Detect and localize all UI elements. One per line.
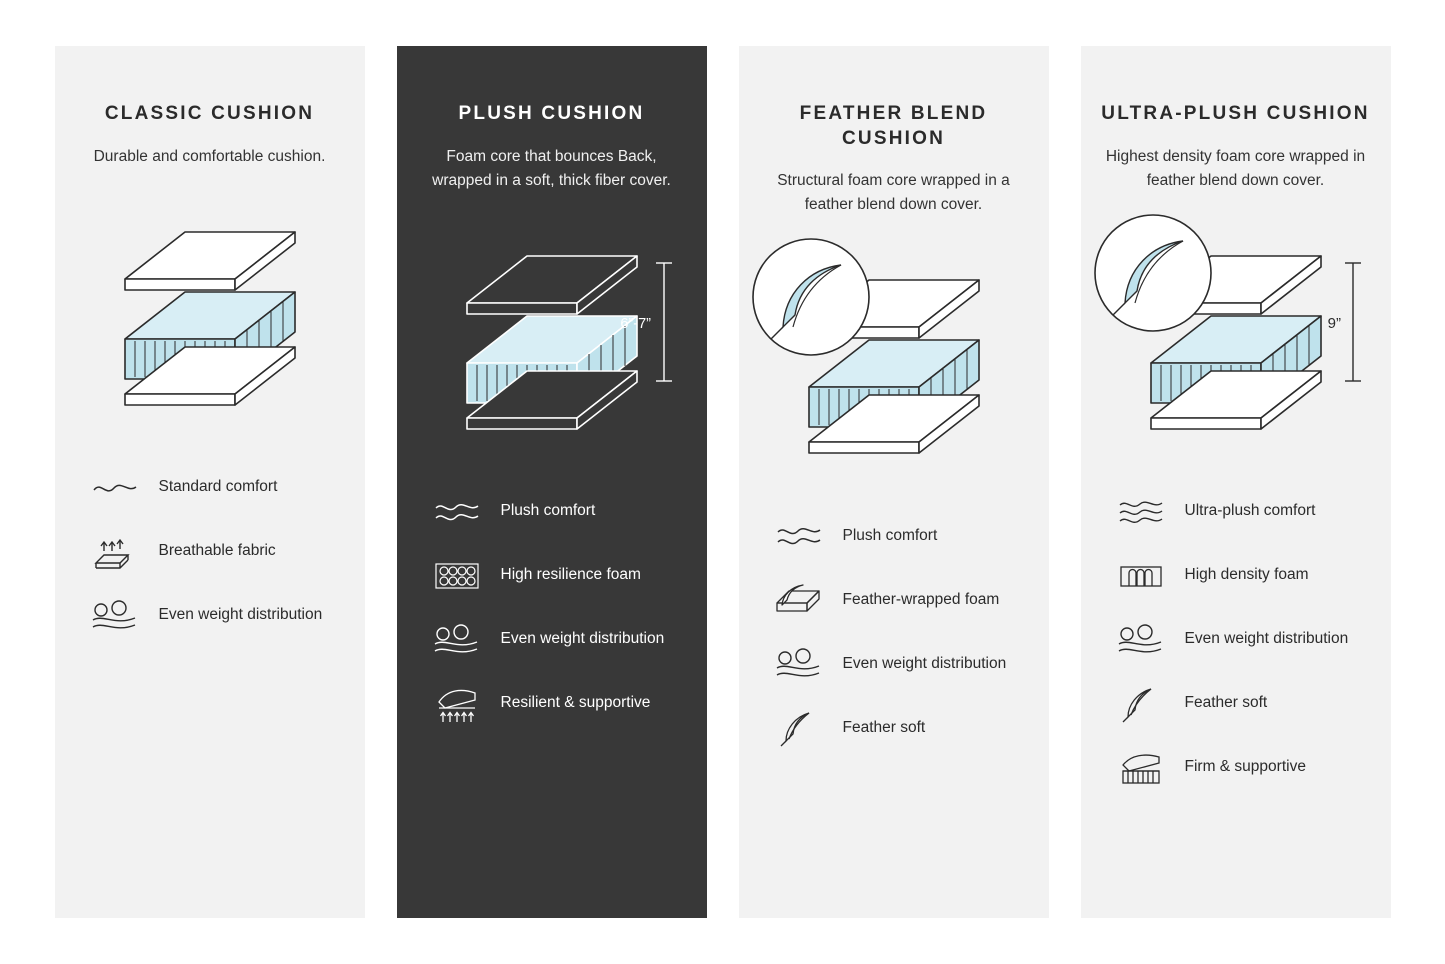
feature-label: Standard comfort bbox=[158, 478, 278, 496]
card-plush-cushion bbox=[397, 46, 707, 918]
card-ultra-plush-cushion bbox=[1081, 46, 1391, 918]
feature-item bbox=[1113, 683, 1373, 725]
feature-item bbox=[429, 683, 689, 725]
feature-label: Plush comfort bbox=[500, 502, 596, 520]
cushion-exploded-diagram bbox=[65, 187, 355, 457]
wave-icon bbox=[429, 491, 485, 533]
feather-icon bbox=[771, 707, 827, 749]
feather-badge bbox=[753, 239, 869, 355]
feature-list bbox=[1099, 491, 1373, 789]
feature-label: Even weight distribution bbox=[1184, 630, 1349, 648]
feature-label: Firm & supportive bbox=[1184, 758, 1306, 776]
card-description: Highest density foam core wrapped in feather blend down cover. bbox=[1105, 147, 1366, 189]
feature-item bbox=[1113, 747, 1373, 789]
cushion-exploded-diagram bbox=[407, 211, 697, 481]
cushion-exploded-diagram bbox=[1091, 211, 1381, 481]
wave-icon bbox=[1113, 491, 1169, 533]
card-description: Durable and comfortable cushion. bbox=[93, 147, 326, 165]
feature-label: Breathable fabric bbox=[158, 542, 276, 560]
wave-icon bbox=[87, 467, 143, 509]
feature-item bbox=[87, 595, 347, 637]
card-description: Foam core that bounces Back, wrapped in a soft, thick fiber cover. bbox=[432, 147, 671, 189]
feature-label: Plush comfort bbox=[842, 526, 938, 544]
high-density-foam-icon bbox=[1113, 555, 1169, 597]
feature-list bbox=[757, 515, 1031, 749]
feature-label: Feather soft bbox=[1184, 694, 1268, 712]
card-title: FEATHER BLEND CUSHION bbox=[799, 103, 988, 149]
feature-label: Even weight distribution bbox=[158, 606, 323, 624]
feature-list bbox=[73, 467, 347, 637]
feature-item bbox=[87, 467, 347, 509]
feature-item bbox=[87, 531, 347, 573]
feather-badge bbox=[1095, 215, 1211, 331]
feature-list bbox=[415, 491, 689, 725]
feature-label: High resilience foam bbox=[500, 566, 641, 584]
breathable-fabric-icon bbox=[87, 531, 143, 573]
feature-item bbox=[1113, 491, 1373, 533]
feature-label: Resilient & supportive bbox=[500, 694, 651, 712]
card-classic-cushion bbox=[55, 46, 365, 918]
weight-distribution-icon bbox=[771, 643, 827, 685]
feature-item bbox=[429, 491, 689, 533]
feather-icon bbox=[1113, 683, 1169, 725]
card-feather-blend-cushion bbox=[739, 46, 1049, 918]
weight-distribution-icon bbox=[1113, 619, 1169, 661]
resilient-support-icon bbox=[429, 683, 485, 725]
card-title: CLASSIC CUSHION bbox=[104, 103, 315, 124]
feature-label: Ultra-plush comfort bbox=[1184, 502, 1316, 520]
weight-distribution-icon bbox=[429, 619, 485, 661]
honeycomb-foam-icon bbox=[429, 555, 485, 597]
card-description: Structural foam core wrapped in a feather blend down cover. bbox=[777, 172, 1010, 214]
weight-distribution-icon bbox=[87, 595, 143, 637]
feature-item bbox=[771, 643, 1031, 685]
feature-label: Feather-wrapped foam bbox=[842, 590, 1000, 608]
card-title: PLUSH CUSHION bbox=[458, 103, 645, 124]
wave-icon bbox=[771, 515, 827, 557]
feature-label: Feather soft bbox=[842, 718, 926, 736]
feature-item bbox=[1113, 555, 1373, 597]
card-title: ULTRA-PLUSH CUSHION bbox=[1101, 103, 1370, 124]
dimension-label: 6”-7” bbox=[619, 315, 651, 332]
feature-label: Even weight distribution bbox=[500, 630, 665, 648]
feature-label: High density foam bbox=[1184, 566, 1309, 584]
feature-item bbox=[429, 555, 689, 597]
firm-support-icon bbox=[1113, 747, 1169, 789]
feature-label: Even weight distribution bbox=[842, 654, 1007, 672]
feature-item bbox=[429, 619, 689, 661]
feature-item bbox=[771, 707, 1031, 749]
feature-item bbox=[1113, 619, 1373, 661]
feature-item bbox=[771, 515, 1031, 557]
dimension-label: 9” bbox=[1327, 314, 1341, 332]
feather-wrapped-foam-icon bbox=[771, 579, 827, 621]
cushion-exploded-diagram bbox=[749, 235, 1039, 505]
feature-item bbox=[771, 579, 1031, 621]
